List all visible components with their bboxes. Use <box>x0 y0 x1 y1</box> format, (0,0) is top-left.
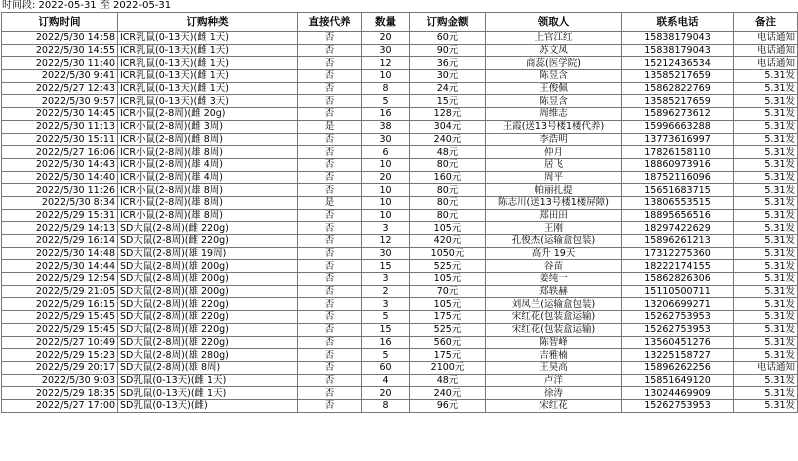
cell-amount: 90元 <box>410 44 486 57</box>
cell-quantity: 15 <box>362 323 410 336</box>
cell-phone: 15262753953 <box>622 323 734 336</box>
cell-amount: 128元 <box>410 108 486 121</box>
cell-quantity: 16 <box>362 108 410 121</box>
cell-recipient: 王俊佩 <box>486 82 622 95</box>
table-row[interactable] <box>2 361 798 374</box>
cell-recipient: 王刚 <box>486 222 622 235</box>
cell-recipient: 周维志 <box>486 108 622 121</box>
cell-remark: 5.31发 <box>734 349 798 362</box>
table-row[interactable] <box>2 158 798 171</box>
cell-quantity: 5 <box>362 349 410 362</box>
cell-quantity: 3 <box>362 273 410 286</box>
cell-order-type: SD大鼠(2-8周)(雄 200g) <box>118 273 298 286</box>
cell-remark: 5.31发 <box>734 120 798 133</box>
cell-direct-care: 否 <box>298 95 362 108</box>
cell-recipient: 宋红花(包装盒运输) <box>486 311 622 324</box>
cell-direct-care: 否 <box>298 374 362 387</box>
cell-remark: 5.31发 <box>734 196 798 209</box>
cell-quantity: 38 <box>362 120 410 133</box>
cell-order-time: 2022/5/30 11:40 <box>2 57 118 70</box>
cell-order-type: ICR乳鼠(0-13天)(雌 1天) <box>118 82 298 95</box>
cell-recipient: 苏文凤 <box>486 44 622 57</box>
cell-recipient: 李浩明 <box>486 133 622 146</box>
cell-order-time: 2022/5/30 14:45 <box>2 108 118 121</box>
cell-order-time: 2022/5/29 15:31 <box>2 209 118 222</box>
cell-phone: 13560451276 <box>622 336 734 349</box>
cell-quantity: 12 <box>362 235 410 248</box>
cell-quantity: 10 <box>362 196 410 209</box>
cell-phone: 18222174155 <box>622 260 734 273</box>
cell-order-time: 2022/5/30 9:57 <box>2 95 118 108</box>
cell-recipient: 陈智峰 <box>486 336 622 349</box>
cell-order-type: SD大鼠(2-8周)(雄 220g) <box>118 311 298 324</box>
cell-order-type: ICR乳鼠(0-13天)(雌 3天) <box>118 95 298 108</box>
cell-recipient: 姜纯一 <box>486 273 622 286</box>
header-remark[interactable]: 备注 <box>734 13 798 32</box>
cell-order-type: ICR小鼠(2-8周)(雌 20g) <box>118 108 298 121</box>
cell-recipient: 居飞 <box>486 158 622 171</box>
cell-order-type: SD乳鼠(0-13天)(雌) <box>118 399 298 412</box>
cell-order-type: ICR小鼠(2-8周)(雄 8周) <box>118 146 298 159</box>
cell-phone: 18895656516 <box>622 209 734 222</box>
table-row[interactable] <box>2 171 798 184</box>
cell-order-time: 2022/5/29 20:17 <box>2 361 118 374</box>
cell-order-type: SD大鼠(2-8周)(雄 220g) <box>118 298 298 311</box>
cell-quantity: 10 <box>362 70 410 83</box>
table-row[interactable] <box>2 82 798 95</box>
table-row[interactable] <box>2 311 798 324</box>
cell-quantity: 5 <box>362 95 410 108</box>
cell-remark: 5.31发 <box>734 247 798 260</box>
cell-phone: 18752116096 <box>622 171 734 184</box>
cell-phone: 13206699271 <box>622 298 734 311</box>
cell-amount: 60元 <box>410 32 486 45</box>
cell-order-type: SD大鼠(2-8周)(雌 220g) <box>118 222 298 235</box>
cell-direct-care: 否 <box>298 108 362 121</box>
table-row[interactable] <box>2 374 798 387</box>
table-row[interactable] <box>2 349 798 362</box>
cell-phone: 15262753953 <box>622 311 734 324</box>
cell-phone: 15862826306 <box>622 273 734 286</box>
cell-amount: 240元 <box>410 133 486 146</box>
cell-order-time: 2022/5/29 12:54 <box>2 273 118 286</box>
cell-phone: 15896273612 <box>622 108 734 121</box>
cell-amount: 560元 <box>410 336 486 349</box>
cell-recipient: 孔俊杰(运输盒包装) <box>486 235 622 248</box>
cell-order-time: 2022/5/30 11:26 <box>2 184 118 197</box>
cell-order-time: 2022/5/30 15:11 <box>2 133 118 146</box>
cell-amount: 420元 <box>410 235 486 248</box>
cell-phone: 13024469909 <box>622 387 734 400</box>
cell-recipient: 卢洋 <box>486 374 622 387</box>
cell-order-type: ICR乳鼠(0-13天)(雌 1天) <box>118 32 298 45</box>
cell-remark: 5.31发 <box>734 70 798 83</box>
table-row[interactable] <box>2 70 798 83</box>
cell-remark: 5.31发 <box>734 184 798 197</box>
cell-amount: 80元 <box>410 209 486 222</box>
cell-quantity: 10 <box>362 158 410 171</box>
cell-direct-care: 否 <box>298 146 362 159</box>
cell-recipient: 陈昱含 <box>486 70 622 83</box>
cell-phone: 15862822769 <box>622 82 734 95</box>
cell-recipient: 郑田田 <box>486 209 622 222</box>
cell-order-time: 2022/5/27 12:43 <box>2 82 118 95</box>
cell-phone: 13806553515 <box>622 196 734 209</box>
cell-order-time: 2022/5/30 14:40 <box>2 171 118 184</box>
cell-amount: 175元 <box>410 311 486 324</box>
cell-remark: 5.31发 <box>734 82 798 95</box>
cell-quantity: 16 <box>362 336 410 349</box>
cell-direct-care: 否 <box>298 349 362 362</box>
cell-recipient: 帕丽扎提 <box>486 184 622 197</box>
table-row[interactable] <box>2 235 798 248</box>
header-phone[interactable]: 联系电话 <box>622 13 734 32</box>
table-row[interactable] <box>2 95 798 108</box>
cell-remark: 电话通知 <box>734 32 798 45</box>
cell-direct-care: 否 <box>298 133 362 146</box>
cell-order-type: SD大鼠(2-8周)(雄 220g) <box>118 336 298 349</box>
cell-phone: 13225158727 <box>622 349 734 362</box>
cell-recipient: 谷苗 <box>486 260 622 273</box>
cell-phone: 15996663288 <box>622 120 734 133</box>
cell-direct-care: 否 <box>298 171 362 184</box>
cell-order-type: SD大鼠(2-8周)(雄 200g) <box>118 260 298 273</box>
cell-recipient: 郑轶赫 <box>486 285 622 298</box>
cell-direct-care: 否 <box>298 222 362 235</box>
table-row[interactable] <box>2 209 798 222</box>
cell-direct-care: 否 <box>298 70 362 83</box>
cell-remark: 5.31发 <box>734 209 798 222</box>
cell-quantity: 60 <box>362 361 410 374</box>
cell-recipient: 高升 19天 <box>486 247 622 260</box>
cell-remark: 电话通知 <box>734 44 798 57</box>
cell-order-type: ICR小鼠(2-8周)(雄 8周) <box>118 209 298 222</box>
cell-remark: 5.31发 <box>734 95 798 108</box>
cell-amount: 175元 <box>410 349 486 362</box>
cell-order-type: SD大鼠(2-8周)(雄 200g) <box>118 285 298 298</box>
cell-direct-care: 是 <box>298 196 362 209</box>
time-period-label: 时间段: 2022-05-31 至 2022-05-31 <box>2 0 172 11</box>
cell-quantity: 8 <box>362 399 410 412</box>
cell-phone: 18860973916 <box>622 158 734 171</box>
cell-amount: 105元 <box>410 273 486 286</box>
cell-direct-care: 否 <box>298 399 362 412</box>
cell-order-time: 2022/5/29 15:45 <box>2 323 118 336</box>
cell-order-type: ICR乳鼠(0-13天)(雌 1天) <box>118 44 298 57</box>
table-row[interactable] <box>2 387 798 400</box>
header-direct-care[interactable]: 直接代养 <box>298 13 362 32</box>
cell-remark: 5.31发 <box>734 146 798 159</box>
cell-order-type: SD大鼠(2-8周)(雄 8周) <box>118 361 298 374</box>
cell-phone: 15838179043 <box>622 32 734 45</box>
cell-order-time: 2022/5/29 14:13 <box>2 222 118 235</box>
cell-recipient: 王昊高 <box>486 361 622 374</box>
cell-order-time: 2022/5/29 16:15 <box>2 298 118 311</box>
header-amount[interactable]: 订购金额 <box>410 13 486 32</box>
cell-remark: 5.31发 <box>734 298 798 311</box>
cell-amount: 105元 <box>410 298 486 311</box>
cell-direct-care: 否 <box>298 44 362 57</box>
cell-remark: 5.31发 <box>734 387 798 400</box>
table-row[interactable] <box>2 108 798 121</box>
cell-remark: 5.31发 <box>734 311 798 324</box>
cell-quantity: 5 <box>362 311 410 324</box>
table-row[interactable] <box>2 146 798 159</box>
cell-recipient: 吉雅楠 <box>486 349 622 362</box>
cell-quantity: 20 <box>362 32 410 45</box>
table-row[interactable] <box>2 184 798 197</box>
table-row[interactable] <box>2 260 798 273</box>
cell-quantity: 10 <box>362 209 410 222</box>
cell-direct-care: 否 <box>298 361 362 374</box>
orders-table <box>1 12 798 413</box>
cell-direct-care: 否 <box>298 235 362 248</box>
cell-amount: 80元 <box>410 184 486 197</box>
table-row[interactable] <box>2 120 798 133</box>
cell-order-type: ICR小鼠(2-8周)(雄 8周) <box>118 184 298 197</box>
cell-direct-care: 否 <box>298 209 362 222</box>
cell-remark: 5.31发 <box>734 108 798 121</box>
cell-phone: 15110500711 <box>622 285 734 298</box>
cell-direct-care: 否 <box>298 32 362 45</box>
cell-quantity: 30 <box>362 44 410 57</box>
cell-order-type: ICR小鼠(2-8周)(雄 4周) <box>118 171 298 184</box>
table-row[interactable] <box>2 399 798 412</box>
cell-recipient: 商蕊(医学院) <box>486 57 622 70</box>
cell-recipient: 周平 <box>486 171 622 184</box>
cell-recipient: 刘凤兰(运输盒包装) <box>486 298 622 311</box>
cell-phone: 13585217659 <box>622 95 734 108</box>
cell-quantity: 2 <box>362 285 410 298</box>
table-row[interactable] <box>2 222 798 235</box>
cell-order-time: 2022/5/29 15:23 <box>2 349 118 362</box>
cell-order-time: 2022/5/30 14:58 <box>2 32 118 45</box>
table-row[interactable] <box>2 336 798 349</box>
cell-phone: 17826158110 <box>622 146 734 159</box>
cell-order-type: SD大鼠(2-8周)(雄 280g) <box>118 349 298 362</box>
cell-order-type: ICR小鼠(2-8周)(雄 8周) <box>118 196 298 209</box>
cell-amount: 105元 <box>410 222 486 235</box>
cell-phone: 18297422629 <box>622 222 734 235</box>
cell-order-time: 2022/5/30 14:55 <box>2 44 118 57</box>
table-row[interactable] <box>2 285 798 298</box>
cell-remark: 5.31发 <box>734 374 798 387</box>
cell-phone: 15838179043 <box>622 44 734 57</box>
cell-amount: 70元 <box>410 285 486 298</box>
cell-recipient: 徐涛 <box>486 387 622 400</box>
cell-direct-care: 否 <box>298 273 362 286</box>
cell-order-type: ICR小鼠(2-8周)(雌 3周) <box>118 120 298 133</box>
cell-remark: 电话通知 <box>734 57 798 70</box>
cell-direct-care: 否 <box>298 336 362 349</box>
cell-amount: 2100元 <box>410 361 486 374</box>
cell-quantity: 30 <box>362 133 410 146</box>
cell-recipient: 陈昱含 <box>486 95 622 108</box>
cell-phone: 15851649120 <box>622 374 734 387</box>
cell-amount: 30元 <box>410 70 486 83</box>
table-row[interactable] <box>2 57 798 70</box>
cell-order-time: 2022/5/27 10:49 <box>2 336 118 349</box>
cell-order-time: 2022/5/30 11:13 <box>2 120 118 133</box>
cell-amount: 96元 <box>410 399 486 412</box>
header-order-time[interactable]: 订购时间 <box>2 13 118 32</box>
cell-amount: 160元 <box>410 171 486 184</box>
cell-recipient: 上官江红 <box>486 32 622 45</box>
cell-amount: 80元 <box>410 158 486 171</box>
cell-order-time: 2022/5/29 18:35 <box>2 387 118 400</box>
cell-direct-care: 否 <box>298 82 362 95</box>
cell-quantity: 8 <box>362 82 410 95</box>
cell-remark: 5.31发 <box>734 171 798 184</box>
header-recipient[interactable]: 领取人 <box>486 13 622 32</box>
cell-quantity: 3 <box>362 298 410 311</box>
cell-quantity: 6 <box>362 146 410 159</box>
cell-order-time: 2022/5/30 14:48 <box>2 247 118 260</box>
cell-recipient: 仲月 <box>486 146 622 159</box>
table-row[interactable] <box>2 133 798 146</box>
cell-order-time: 2022/5/30 8:34 <box>2 196 118 209</box>
cell-remark: 5.31发 <box>734 222 798 235</box>
table-row[interactable] <box>2 32 798 45</box>
cell-remark: 5.31发 <box>734 260 798 273</box>
cell-amount: 240元 <box>410 387 486 400</box>
cell-recipient: 王霞(送13号楼1楼代养) <box>486 120 622 133</box>
cell-order-time: 2022/5/30 9:41 <box>2 70 118 83</box>
table-row[interactable] <box>2 196 798 209</box>
cell-remark: 5.31发 <box>734 158 798 171</box>
cell-quantity: 15 <box>362 260 410 273</box>
cell-order-time: 2022/5/30 9:03 <box>2 374 118 387</box>
cell-order-type: SD大鼠(2-8周)(雌 220g) <box>118 235 298 248</box>
cell-phone: 15896262256 <box>622 361 734 374</box>
cell-order-type: SD乳鼠(0-13天)(雌 1天) <box>118 387 298 400</box>
cell-phone: 17312275360 <box>622 247 734 260</box>
cell-quantity: 10 <box>362 184 410 197</box>
cell-quantity: 30 <box>362 247 410 260</box>
cell-recipient: 宋红花(包装盒运输) <box>486 323 622 336</box>
cell-remark: 5.31发 <box>734 336 798 349</box>
cell-quantity: 12 <box>362 57 410 70</box>
cell-phone: 15212436534 <box>622 57 734 70</box>
cell-amount: 48元 <box>410 374 486 387</box>
cell-quantity: 3 <box>362 222 410 235</box>
cell-amount: 1050元 <box>410 247 486 260</box>
table-row[interactable] <box>2 298 798 311</box>
cell-recipient: 宋红花 <box>486 399 622 412</box>
cell-phone: 13585217659 <box>622 70 734 83</box>
cell-amount: 36元 <box>410 57 486 70</box>
cell-quantity: 4 <box>362 374 410 387</box>
cell-direct-care: 否 <box>298 247 362 260</box>
cell-direct-care: 否 <box>298 158 362 171</box>
cell-order-type: SD乳鼠(0-13天)(雌 1天) <box>118 374 298 387</box>
cell-remark: 5.31发 <box>734 399 798 412</box>
table-row[interactable] <box>2 44 798 57</box>
cell-order-time: 2022/5/29 16:14 <box>2 235 118 248</box>
cell-order-time: 2022/5/27 17:00 <box>2 399 118 412</box>
cell-direct-care: 否 <box>298 311 362 324</box>
cell-order-type: SD大鼠(2-8周)(雄 220g) <box>118 323 298 336</box>
cell-amount: 48元 <box>410 146 486 159</box>
cell-direct-care: 是 <box>298 120 362 133</box>
cell-phone: 13773616997 <box>622 133 734 146</box>
cell-remark: 电话通知 <box>734 361 798 374</box>
cell-order-type: ICR乳鼠(0-13天)(雌 1天) <box>118 70 298 83</box>
cell-order-type: ICR乳鼠(0-13天)(雌 1天) <box>118 57 298 70</box>
cell-order-type: ICR小鼠(2-8周)(雄 4周) <box>118 158 298 171</box>
cell-direct-care: 否 <box>298 387 362 400</box>
cell-amount: 15元 <box>410 95 486 108</box>
cell-direct-care: 否 <box>298 298 362 311</box>
cell-amount: 24元 <box>410 82 486 95</box>
cell-order-type: ICR小鼠(2-8周)(雌 8周) <box>118 133 298 146</box>
cell-direct-care: 否 <box>298 57 362 70</box>
cell-remark: 5.31发 <box>734 133 798 146</box>
cell-remark: 5.31发 <box>734 323 798 336</box>
table-row[interactable] <box>2 273 798 286</box>
table-row[interactable] <box>2 323 798 336</box>
cell-order-time: 2022/5/30 14:43 <box>2 158 118 171</box>
header-quantity[interactable]: 数量 <box>362 13 410 32</box>
cell-amount: 525元 <box>410 260 486 273</box>
cell-phone: 15262753953 <box>622 399 734 412</box>
cell-order-time: 2022/5/29 21:05 <box>2 285 118 298</box>
cell-direct-care: 否 <box>298 323 362 336</box>
cell-remark: 5.31发 <box>734 285 798 298</box>
cell-remark: 5.31发 <box>734 235 798 248</box>
cell-order-type: SD大鼠(2-8周)(雄 19周) <box>118 247 298 260</box>
cell-phone: 15896261213 <box>622 235 734 248</box>
cell-direct-care: 否 <box>298 184 362 197</box>
header-order-type[interactable]: 订购种类 <box>118 13 298 32</box>
cell-phone: 15651683715 <box>622 184 734 197</box>
cell-order-time: 2022/5/29 15:45 <box>2 311 118 324</box>
cell-direct-care: 否 <box>298 260 362 273</box>
cell-amount: 80元 <box>410 196 486 209</box>
cell-amount: 304元 <box>410 120 486 133</box>
cell-amount: 525元 <box>410 323 486 336</box>
header-row <box>2 13 798 32</box>
table-row[interactable] <box>2 247 798 260</box>
cell-order-time: 2022/5/27 16:06 <box>2 146 118 159</box>
cell-remark: 5.31发 <box>734 273 798 286</box>
cell-quantity: 20 <box>362 171 410 184</box>
cell-quantity: 20 <box>362 387 410 400</box>
cell-direct-care: 否 <box>298 285 362 298</box>
cell-order-time: 2022/5/30 14:44 <box>2 260 118 273</box>
cell-recipient: 陈志川(送13号楼1楼屏障) <box>486 196 622 209</box>
